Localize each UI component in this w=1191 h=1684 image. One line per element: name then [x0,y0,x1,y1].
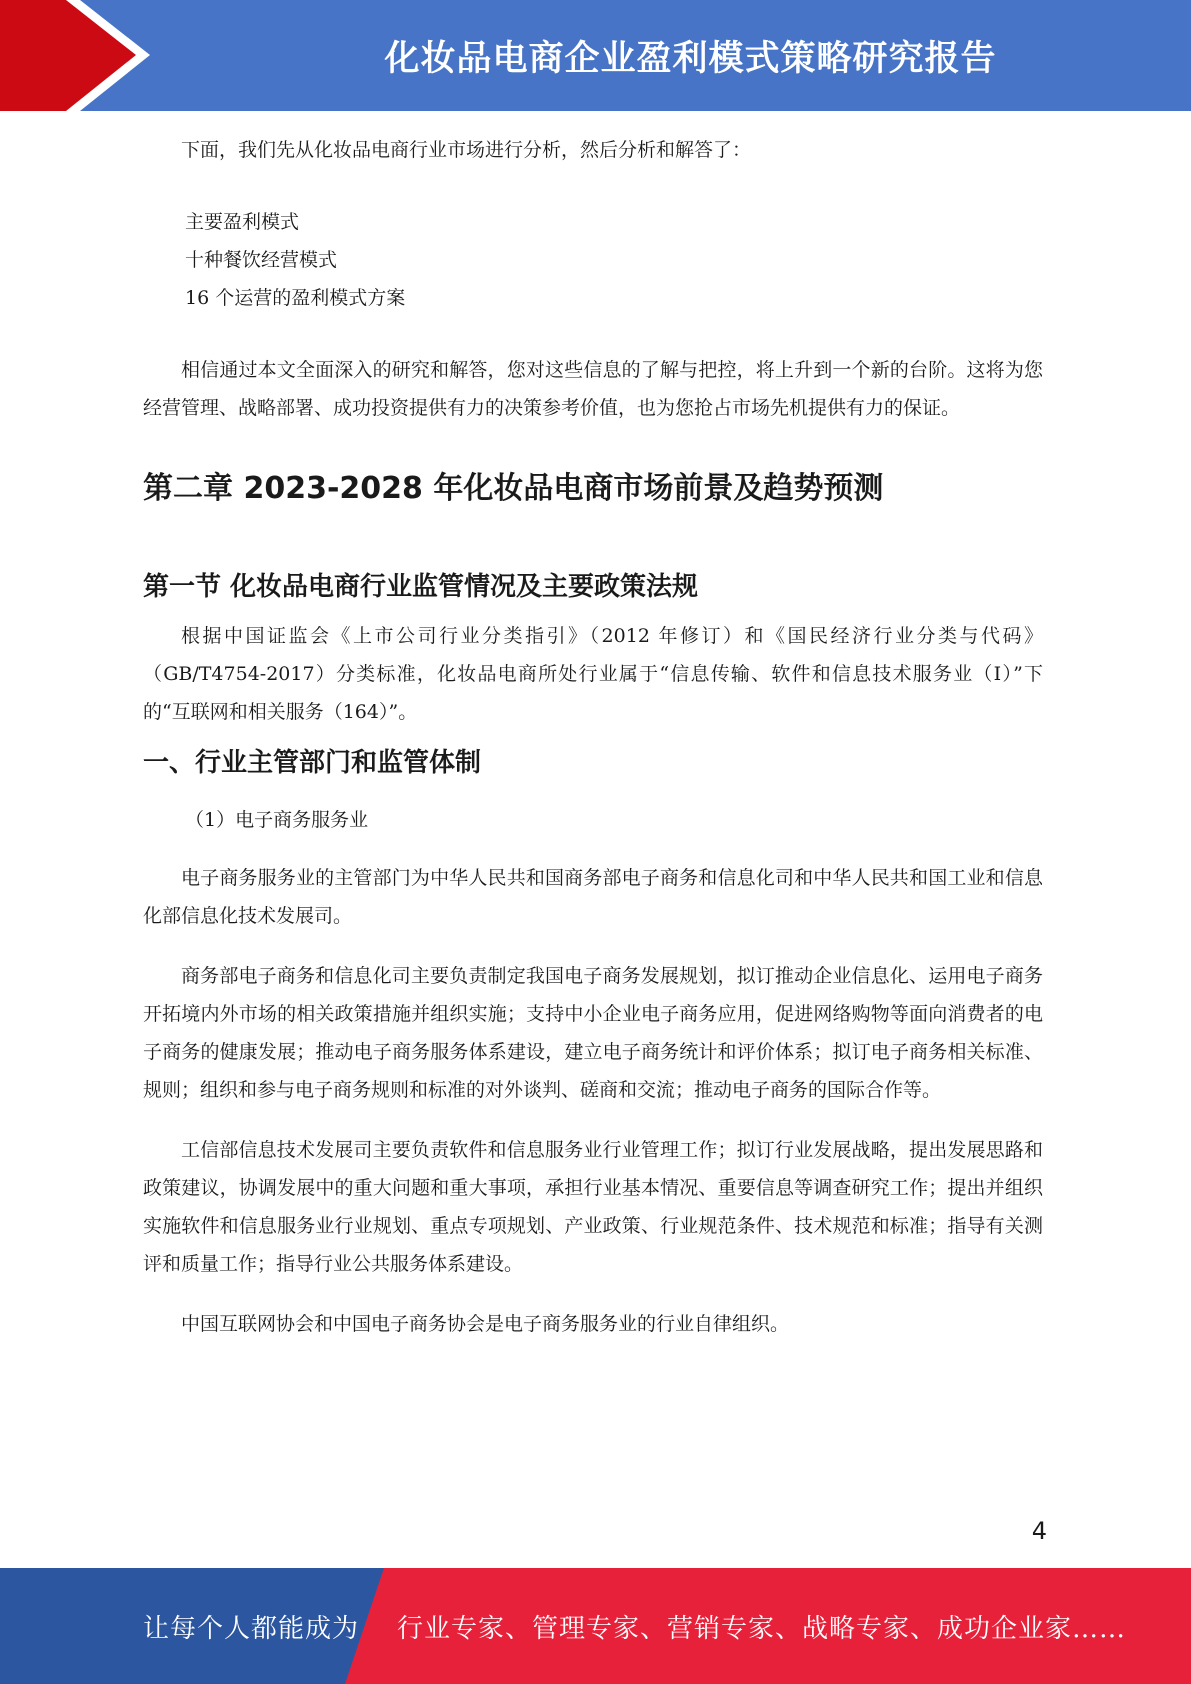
body-paragraph: 工信部信息技术发展司主要负责软件和信息服务业行业管理工作；拟订行业发展战略，提出发展思路和政策建议，协调发展中的重大问题和重大事项，承担行业基本情况、重要信息等调查研究工作；提出并组织实施软件和信息服务业行业规划、重点专项规划、产业政策、行业规范条件、技术规范和标准；指导有关测评和质量工作；指导行业公共服务体系建设。 [143,1139,1043,1275]
chapter-title: 第二章 2023-2028 年化妆品电商市场前景及趋势预测 [143,471,884,506]
page-header [0,0,1191,111]
section-paragraph: 根据中国证监会《上市公司行业分类指引》（2012 年修订）和《国民经济行业分类与代码》（GB/T4754-2017）分类标准，化妆品电商所处行业属于“信息传输、软件和信息技术服务业（I）”下的“互联网和相关服务（164）”。 [143,625,1043,723]
body-paragraph: 电子商务服务业的主管部门为中华人民共和国商务部电子商务和信息化司和中华人民共和国工业和信息化部信息化技术发展司。 [143,867,1043,927]
page-content [143,131,1043,1343]
body-paragraph: 中国互联网协会和中国电子商务协会是电子商务服务业的行业自律组织。 [181,1313,790,1335]
intro-list-item: 十种餐饮经营模式 [185,249,338,271]
intro-closing-paragraph: 相信通过本文全面深入的研究和解答，您对这些信息的了解与把控，将上升到一个新的台阶。这将为您经营管理、战略部署、成功投资提供有力的决策参考价值，也为您抢占市场先机提供有力的保证。 [143,359,1043,419]
footer-slogan-right: 行业专家、管理专家、营销专家、战略专家、成功企业家…… [397,1613,1127,1644]
section-title: 第一节 化妆品电商行业监管情况及主要政策法规 [143,572,699,602]
footer-slogan-left: 让每个人都能成为 [143,1613,360,1644]
subsection-title: 一、行业主管部门和监管体制 [143,748,482,778]
intro-lead: 下面，我们先从化妆品电商行业市场进行分析，然后分析和解答了： [181,139,752,161]
intro-list-item: 主要盈利模式 [185,211,300,233]
intro-list-item: 16 个运营的盈利模式方案 [185,287,406,309]
page-footer [0,1568,1191,1684]
subsection-item: （1）电子商务服务业 [185,809,369,831]
body-paragraph: 商务部电子商务和信息化司主要负责制定我国电子商务发展规划，拟订推动企业信息化、运用电子商务开拓境内外市场的相关政策措施并组织实施；支持中小企业电子商务应用，促进网络购物等面向消费者的电子商务的健康发展；推动电子商务服务体系建设，建立电子商务统计和评价体系；拟订电子商务相关标准、规则；组织和参与电子商务规则和标准的对外谈判、磋商和交流；推动电子商务的国际合作等。 [143,965,1043,1101]
header-title: 化妆品电商企业盈利模式策略研究报告 [384,38,997,79]
header-chevron-red [0,0,136,111]
page-number: 4 [1031,1517,1047,1545]
